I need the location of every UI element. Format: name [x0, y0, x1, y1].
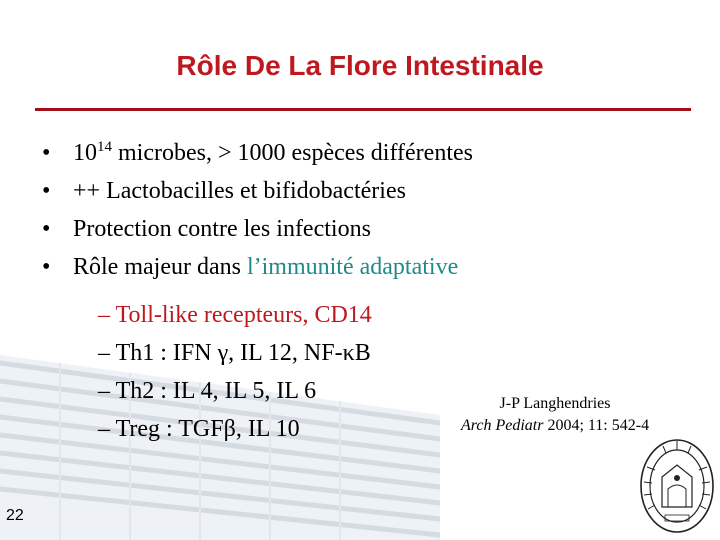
sub-item-th2: – Th2 : IL 4, IL 5, IL 6 — [98, 378, 317, 404]
reference-author: J-P Langhendries — [499, 395, 611, 412]
sub-item-toll-like: – Toll-like recepteurs, CD14 — [98, 302, 372, 328]
bullet-item-microbes — [42, 134, 473, 172]
bullet-text: Protection contre les infections — [73, 216, 371, 242]
bullet-marker: • — [42, 178, 51, 204]
bullet-marker: • — [42, 254, 51, 280]
reference-citation: 2004; 11: 542-4 — [543, 417, 650, 434]
bullet-accent-text: l’immunité adaptative — [246, 254, 459, 280]
title-underline — [35, 108, 691, 111]
bullet-item-protection — [42, 210, 473, 248]
sub-item-th1: – Th1 : IFN γ, IL 12, NF-κB — [98, 340, 371, 366]
bullet-exponent: 14 — [97, 139, 112, 155]
bullet-marker: • — [42, 140, 51, 166]
bullet-text: Rôle majeur dans — [73, 254, 247, 280]
bullet-item-role-majeur — [42, 248, 473, 286]
reference-journal: Arch Pediatr — [460, 417, 544, 434]
bullet-list — [42, 134, 473, 286]
bullet-text: microbes, > 1000 espèces différentes — [112, 140, 473, 166]
slide-title: Rôle De La Flore Intestinale — [176, 50, 544, 81]
university-seal-logo — [638, 437, 716, 535]
bullet-item-lactobacilles — [42, 172, 473, 210]
sub-item-treg: – Treg : TGFβ, IL 10 — [98, 416, 300, 442]
reference — [420, 393, 690, 437]
bullet-marker: • — [42, 216, 51, 242]
bullet-text: 10 — [73, 140, 97, 166]
reference-citation-line — [420, 415, 690, 437]
bullet-text: ++ Lactobacilles et bifidobactéries — [73, 178, 406, 204]
sub-bullet-list — [98, 296, 372, 448]
page-number: 22 — [6, 507, 24, 524]
